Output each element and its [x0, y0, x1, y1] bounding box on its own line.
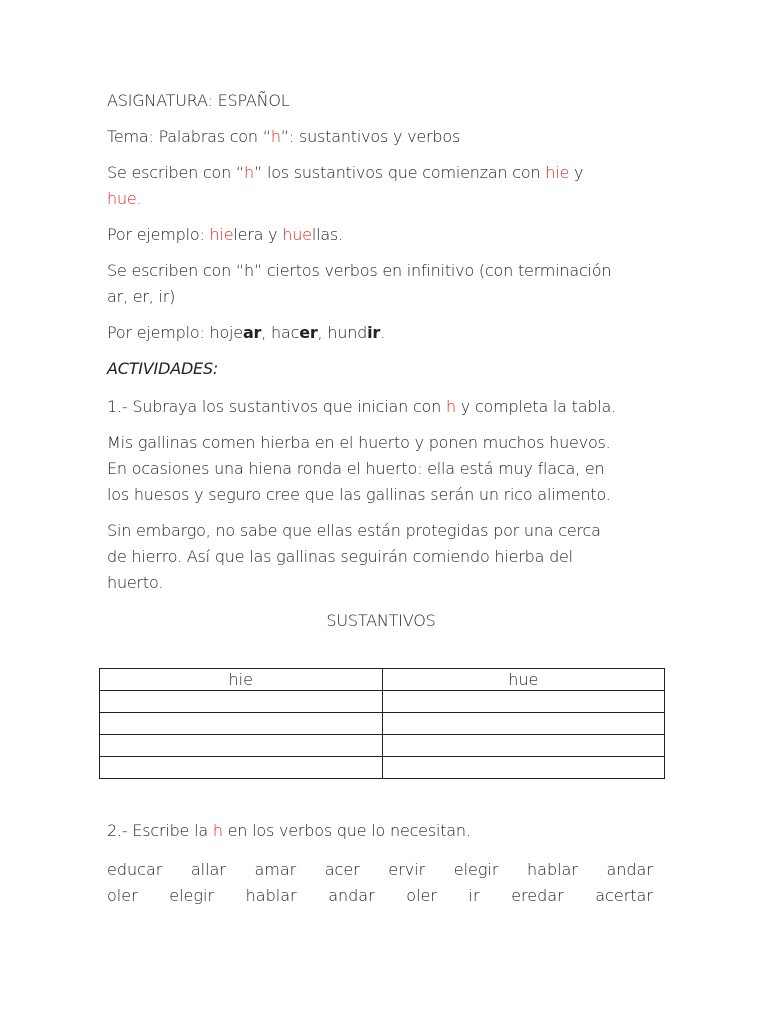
rule2-line2: ar, er, ir) [107, 287, 176, 306]
activity2-h: h [212, 821, 223, 840]
story-paragraph-1 [107, 430, 655, 508]
verb-word: eredar [511, 886, 564, 905]
example1-conj: y [263, 225, 283, 244]
table-title: SUSTANTIVOS [326, 611, 436, 630]
table-header-row [100, 669, 665, 691]
rule-nouns [107, 160, 655, 212]
rule1-part2: ” los sustantivos que comienzan con [253, 163, 546, 182]
table-row [100, 757, 665, 779]
activities-heading: ACTIVIDADES: [107, 359, 219, 378]
table-cell[interactable] [382, 735, 665, 757]
example2-sep2: , [317, 323, 328, 342]
table-cell[interactable] [382, 713, 665, 735]
table-body [100, 691, 665, 779]
example1-w2-rest: llas. [311, 225, 343, 244]
table-cell[interactable] [100, 757, 383, 779]
activity2-suffix: en los verbos que lo necesitan. [222, 821, 471, 840]
verb-word: ervir [388, 860, 426, 879]
rule1-hie: hie [545, 163, 570, 182]
example1-w2-red: hue [282, 225, 312, 244]
p2-line1: Sin embargo, no sabe que ellas están protegidas por una cerca [107, 521, 601, 540]
table-row [100, 713, 665, 735]
topic-suffix: ”: sustantivos y verbos [280, 127, 461, 146]
document-page [107, 88, 655, 634]
column-hie: hie [100, 669, 383, 691]
p1-line1: Mis gallinas comen hierba en el huerto y ponen muchos huevos. [107, 433, 611, 452]
example-nouns [107, 222, 655, 248]
subject-heading: ASIGNATURA: ESPAÑOL [107, 91, 290, 110]
verb-word: allar [190, 860, 226, 879]
verb-word: educar [107, 860, 163, 879]
nouns-table [99, 668, 665, 779]
verb-word: andar [328, 886, 375, 905]
rule-verbs [107, 258, 655, 310]
verb-word: acer [324, 860, 360, 879]
activity1-instruction [107, 394, 655, 420]
verb-word: andar [606, 860, 653, 879]
table-cell[interactable] [100, 713, 383, 735]
verb-word: elegir [169, 886, 215, 905]
example2-v2-end: er [299, 323, 318, 342]
example2-final: . [380, 323, 385, 342]
table-cell[interactable] [382, 691, 665, 713]
activity1-prefix: 1.- Subraya los sustantivos que inician con [107, 397, 446, 416]
example2-v1-end: ar [242, 323, 262, 342]
example2-v1-stem: hoje [209, 323, 243, 342]
table-cell[interactable] [382, 757, 665, 779]
table-row [100, 735, 665, 757]
p1-line2: En ocasiones una hiena ronda el huerto: ella está muy flaca, en [107, 459, 605, 478]
activity2-block [107, 818, 653, 909]
p2-line2: de hierro. Así que las gallinas seguirán comiendo hierba del [107, 547, 573, 566]
example2-prefix: Por ejemplo: [107, 323, 210, 342]
rule1-part1: Se escriben con “ [107, 163, 245, 182]
activity1-suffix: y completa la tabla. [455, 397, 617, 416]
rule1-part3: y [569, 163, 584, 182]
example2-v2-stem: hac [271, 323, 300, 342]
activity2-prefix: 2.- Escribe la [107, 821, 213, 840]
verb-word: hablar [245, 886, 297, 905]
example2-v3-end: ir [367, 323, 381, 342]
verb-word: elegir [453, 860, 499, 879]
rule1-h: h [244, 163, 254, 182]
example-verbs [107, 320, 655, 346]
verb-word: oler [406, 886, 437, 905]
example2-sep1: , [261, 323, 272, 342]
example1-w1-rest: lera [233, 225, 264, 244]
table-row [100, 691, 665, 713]
verb-word: oler [107, 886, 138, 905]
topic-line [107, 124, 655, 150]
p2-line3: huerto. [107, 573, 164, 592]
story-paragraph-2 [107, 518, 655, 596]
example2-v3-stem: hund [327, 323, 368, 342]
column-hue: hue [382, 669, 665, 691]
verb-word: ir [468, 886, 480, 905]
topic-h: h [270, 127, 281, 146]
table-cell[interactable] [100, 691, 383, 713]
verbs-line-1 [107, 857, 653, 883]
rule2-line1: Se escriben con “h” ciertos verbos en infinitivo (con terminación [107, 261, 612, 280]
verbs-line-2 [107, 883, 653, 909]
topic-prefix: Tema: Palabras con “ [107, 127, 271, 146]
example1-prefix: Por ejemplo: [107, 225, 210, 244]
activity2-instruction [107, 818, 653, 844]
example1-w1-red: hie [209, 225, 234, 244]
p1-line3: los huesos y seguro cree que las gallinas serán un rico alimento. [107, 485, 611, 504]
rule1-hue: hue. [107, 189, 142, 208]
verb-word: acertar [595, 886, 653, 905]
verb-word: hablar [527, 860, 578, 879]
verb-word: amar [254, 860, 297, 879]
activity1-h: h [445, 397, 456, 416]
table-cell[interactable] [100, 735, 383, 757]
